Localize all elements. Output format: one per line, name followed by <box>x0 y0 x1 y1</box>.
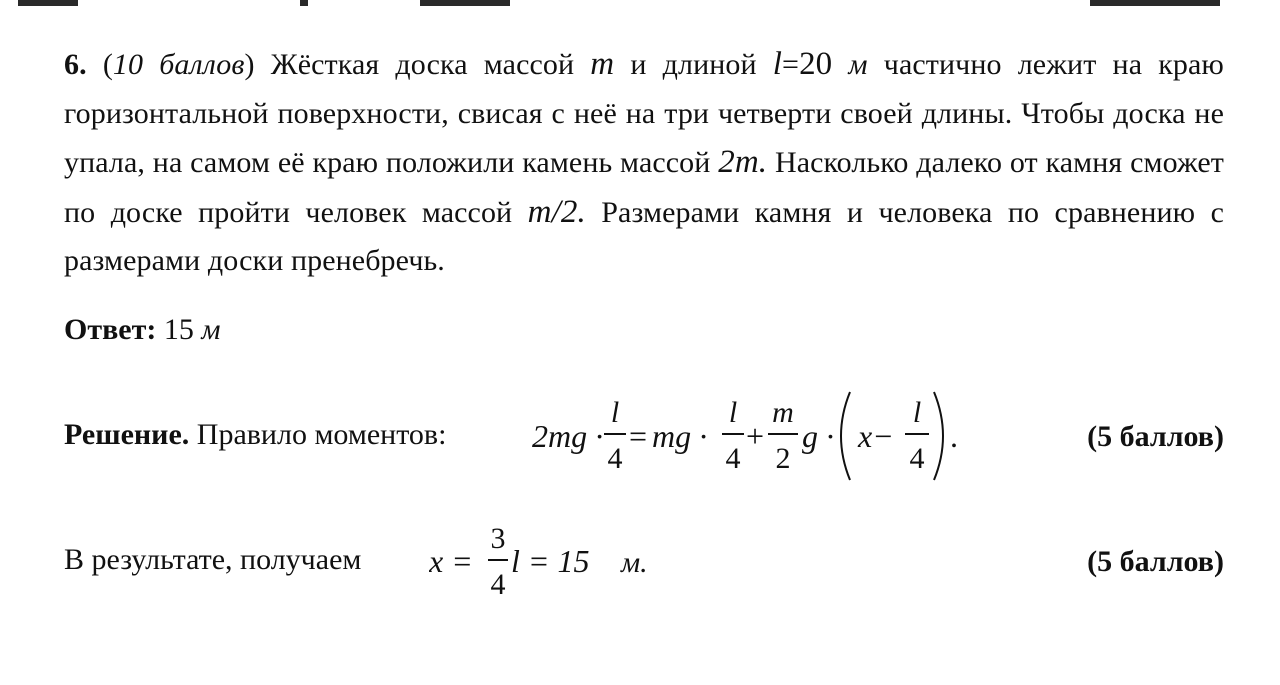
plus-sign: + <box>746 418 765 454</box>
answer-unit: м <box>201 313 221 346</box>
solution-label: Решение. <box>64 418 190 451</box>
answer-line <box>64 308 220 352</box>
lhs-term: 2mg · <box>532 418 604 454</box>
result-text: В результате, получаем <box>64 543 362 576</box>
x-minus-term: x− <box>858 418 894 454</box>
frac-denominator-4: 4 <box>607 442 623 475</box>
frac-numerator-l: l <box>728 396 738 429</box>
solution-row <box>64 380 1224 490</box>
l-equals-value: l = 15 <box>511 543 590 579</box>
stone-mass: 2m. <box>718 144 768 180</box>
points-close: ) <box>244 48 255 81</box>
result-row <box>64 510 1224 610</box>
moment-equation <box>532 380 1012 490</box>
problem-number: 6. <box>64 48 87 81</box>
frac-numerator-l: l <box>912 396 922 429</box>
answer-value: 15 <box>163 313 194 346</box>
equals-sign: = <box>629 418 648 454</box>
problem-text-1: Жёсткая доска массой <box>270 48 575 81</box>
previous-page-fragment <box>0 0 1280 10</box>
solution-intro <box>64 415 446 455</box>
problem-text-4: Насколько далеко от камня сможет по доске пройти человек массой <box>64 146 1225 229</box>
length-variable: l <box>772 46 783 82</box>
mass-variable: m <box>590 46 615 82</box>
frac-denominator-4: 4 <box>490 568 506 601</box>
problem-points: 10 баллов <box>112 48 245 81</box>
x-equals: x = <box>429 543 473 579</box>
result-unit: м. <box>621 546 648 579</box>
frac-denominator-4: 4 <box>909 442 925 475</box>
frac-numerator-3: 3 <box>490 522 506 555</box>
end-dot: . <box>950 418 958 454</box>
person-mass: m/2. <box>527 193 586 230</box>
right-parenthesis <box>934 392 943 480</box>
frac-denominator-2: 2 <box>775 442 791 475</box>
problem-text-3: частично лежит на краю горизонтальной поверхности, свисая с неё на три четверти своей длины. Чтобы доска не упала, на самом её краю положили камень массой <box>64 48 1224 179</box>
g-term: g · <box>802 418 834 454</box>
solution-points: (5 баллов) <box>1087 420 1224 453</box>
frac-denominator-4: 4 <box>725 442 741 475</box>
problem-text-2: и длиной <box>630 48 757 81</box>
problem-text-5: Размерами камня и человека по сравнению с размерами доски пренебречь. <box>64 195 1224 277</box>
equals-sign: = <box>782 48 800 81</box>
solution-text: Правило моментов: <box>196 418 447 451</box>
frac-numerator-l: l <box>610 396 620 429</box>
problem-statement <box>64 40 1224 286</box>
length-value: 20 <box>799 46 833 82</box>
result-points: (5 баллов) <box>1087 545 1224 578</box>
points-open: ( <box>102 48 113 81</box>
left-parenthesis <box>841 392 850 480</box>
length-unit: м <box>848 48 868 81</box>
result-equation <box>429 510 659 610</box>
frac-numerator-m: m <box>772 396 794 429</box>
answer-label: Ответ: <box>64 313 157 346</box>
mg-term: mg · <box>652 418 708 454</box>
